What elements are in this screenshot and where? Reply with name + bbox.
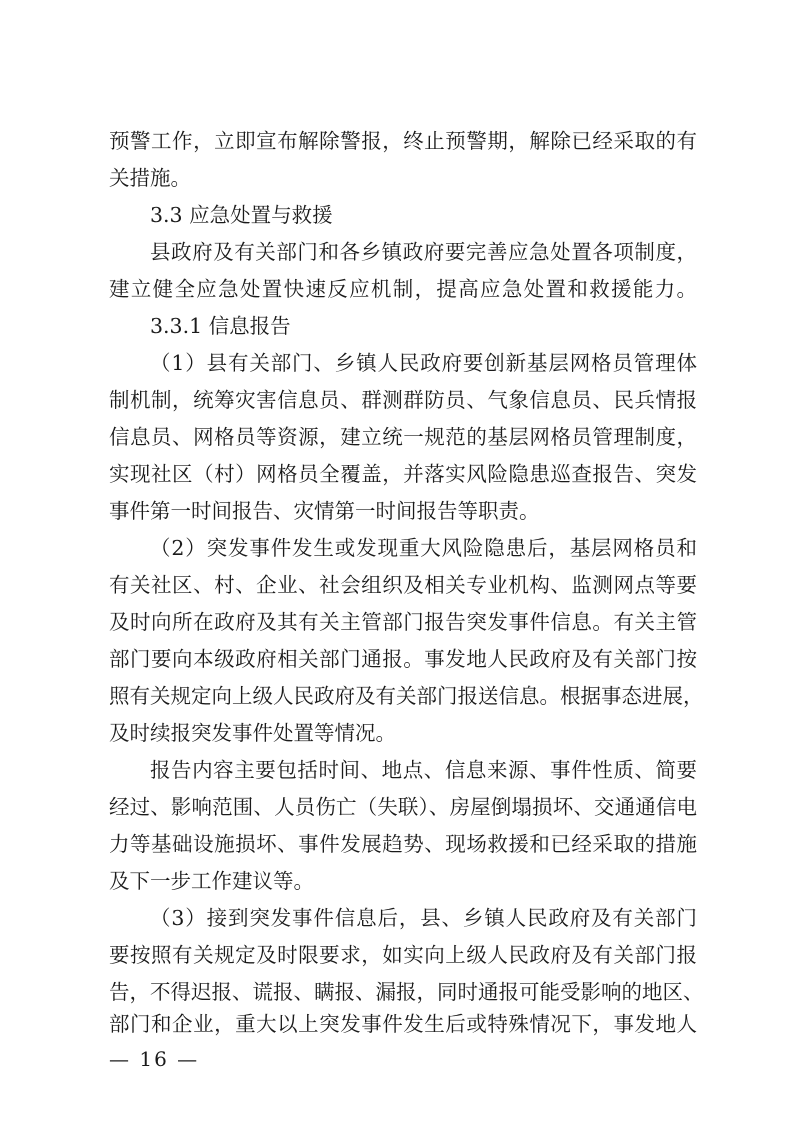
subsection-heading: 3.3.1 信息报告 xyxy=(150,314,291,338)
body-text-line: 照有关规定向上级人民政府及有关部门报送信息。根据事态进展， xyxy=(109,684,704,708)
body-text-line: 告，不得迟报、谎报、瞒报、漏报，同时通报可能受影响的地区、 xyxy=(109,980,704,1004)
body-text-line: 及时续报突发事件处置等情况。 xyxy=(109,721,396,745)
body-text-line: 及时向所在政府及其有关主管部门报告突发事件信息。有关主管 xyxy=(109,610,697,634)
paragraph-first-line: 报告内容主要包括时间、地点、信息来源、事件性质、简要 xyxy=(150,758,697,782)
page-number: — 16 — xyxy=(109,1047,200,1071)
paragraph-first-line: （3）接到突发事件信息后，县、乡镇人民政府及有关部门 xyxy=(150,906,697,930)
body-text-line: 部门和企业，重大以上突发事件发生后或特殊情况下，事发地人 xyxy=(109,1012,697,1036)
body-text-line: 制机制，统筹灾害信息员、群测群防员、气象信息员、民兵情报 xyxy=(109,388,697,412)
body-text-line: 信息员、网格员等资源，建立统一规范的基层网格员管理制度， xyxy=(109,425,697,449)
body-text-line: 关措施。 xyxy=(109,166,191,190)
body-text-line: 力等基础设施损坏、事件发展趋势、现场救援和已经采取的措施 xyxy=(109,832,697,856)
body-text-line: 部门要向本级政府相关部门通报。事发地人民政府及有关部门按 xyxy=(109,647,697,671)
body-text-line: 有关社区、村、企业、社会组织及相关专业机构、监测网点等要 xyxy=(109,573,697,597)
body-text-line: 实现社区（村）网格员全覆盖，并落实风险隐患巡查报告、突发 xyxy=(109,462,697,486)
paragraph-first-line: （1）县有关部门、乡镇人民政府要创新基层网格员管理体 xyxy=(150,351,697,375)
body-text-line: 事件第一时间报告、灾情第一时间报告等职责。 xyxy=(109,499,540,523)
body-text-line: 建立健全应急处置快速反应机制，提高应急处置和救援能力。 xyxy=(109,277,697,301)
body-text-line: 及下一步工作建议等。 xyxy=(109,869,314,893)
paragraph-first-line: 县政府及有关部门和各乡镇政府要完善应急处置各项制度， xyxy=(150,240,697,264)
body-text-line: 预警工作，立即宣布解除警报，终止预警期，解除已经采取的有 xyxy=(109,129,697,153)
paragraph-first-line: （2）突发事件发生或发现重大风险隐患后，基层网格员和 xyxy=(150,536,697,560)
body-text-line: 经过、影响范围、人员伤亡（失联）、房屋倒塌损坏、交通通信电 xyxy=(109,795,697,819)
section-heading: 3.3 应急处置与救援 xyxy=(150,203,333,227)
body-text-line: 要按照有关规定及时限要求，如实向上级人民政府及有关部门报 xyxy=(109,943,697,967)
